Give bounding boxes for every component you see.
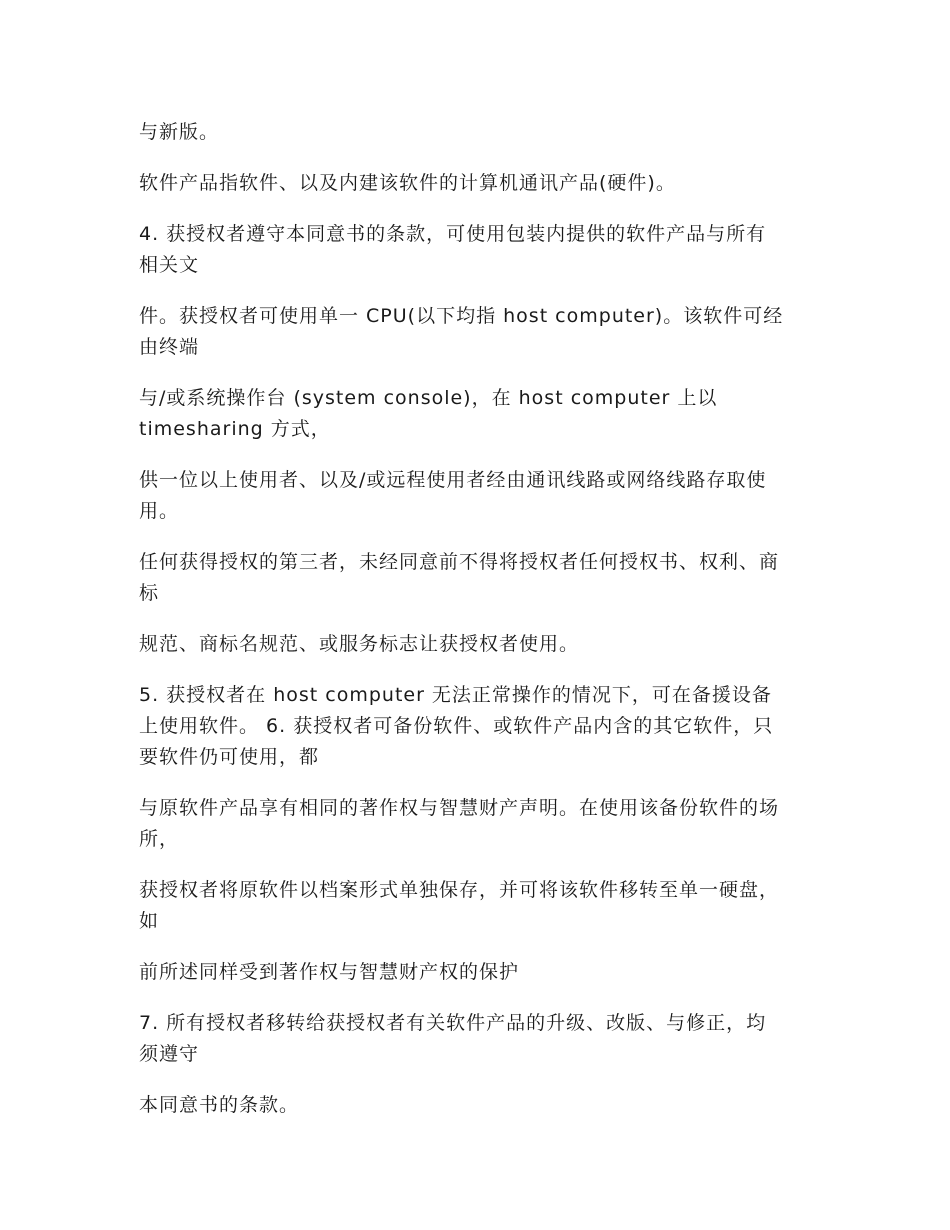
paragraph [139,547,819,609]
text-line: 标 [139,582,160,604]
text-line: 如 [139,910,160,932]
text-line: 前所述同样受到著作权与智慧财产权的保护 [139,961,520,983]
text-line: 任何获得授权的第三者，未经同意前不得将授权者任何授权书、权利、商 [139,551,780,573]
text-line: 要软件仍可使用，都 [139,746,320,768]
document-body [139,117,819,1141]
paragraph [139,680,819,773]
paragraph [139,219,819,281]
text-line: 与新版。 [139,121,220,143]
paragraph [139,793,819,855]
text-line: 本同意书的条款。 [139,1094,300,1116]
text-line: 规范、商标名规范、或服务标志让获授权者使用。 [139,633,580,655]
text-line: 与/或系统操作台 (system console)，在 host computer 上以 [139,387,718,409]
paragraph [139,168,819,199]
text-line: 5. 获授权者在 host computer 无法正常操作的情况下，可在备援设备 [139,684,772,706]
text-line: 软件产品指软件、以及内建该软件的计算机通讯产品(硬件)。 [139,172,676,194]
text-line: 7. 所有授权者移转给获授权者有关软件产品的升级、改版、与修正，均 [139,1012,767,1034]
text-line: 获授权者将原软件以档案形式单独保存，并可将该软件移转至单一硬盘， [139,879,780,901]
paragraph [139,1008,819,1070]
text-line: 须遵守 [139,1043,200,1065]
text-line: timesharing 方式， [139,418,331,440]
text-line: 由终端 [139,336,200,358]
text-line: 所， [139,828,180,850]
text-line: 上使用软件。 6. 获授权者可备份软件、或软件产品内含的其它软件，只 [139,715,774,737]
paragraph [139,629,819,660]
paragraph [139,117,819,148]
paragraph [139,383,819,445]
text-line: 供一位以上使用者、以及/或远程使用者经由通讯线路或网络线路存取使 [139,469,767,491]
text-line: 件。获授权者可使用单一 CPU(以下均指 host computer)。该软件可经 [139,305,784,327]
text-line: 与原软件产品享有相同的著作权与智慧财产声明。在使用该备份软件的场 [139,797,780,819]
text-line: 4. 获授权者遵守本同意书的条款，可使用包装内提供的软件产品与所有 [139,223,767,245]
paragraph [139,957,819,988]
paragraph [139,301,819,363]
text-line: 用。 [139,500,180,522]
paragraph [139,875,819,937]
paragraph [139,465,819,527]
paragraph [139,1090,819,1121]
text-line: 相关文 [139,254,200,276]
